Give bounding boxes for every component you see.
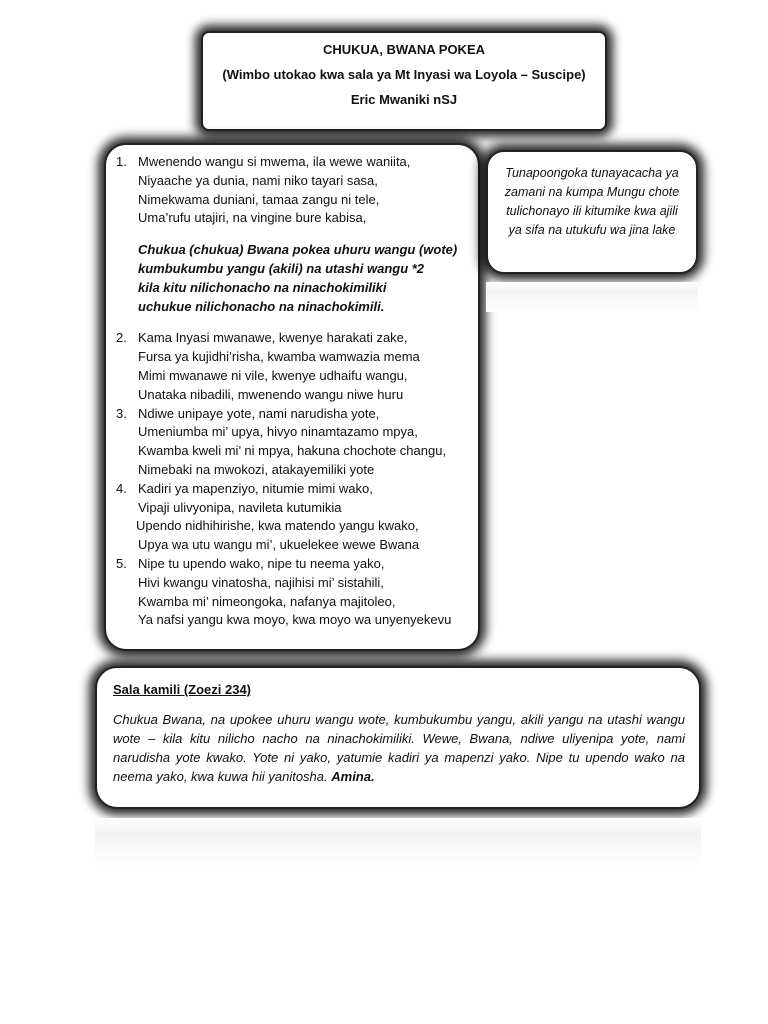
verse-line: Ya nafsi yangu kwa moyo, kwa moyo wa unyenyekevu — [138, 612, 452, 628]
verse-5 — [116, 555, 472, 630]
title-box — [201, 31, 607, 131]
verse-line: Unataka nibadili, mwenendo wangu niwe huru — [138, 386, 404, 402]
prayer-text — [113, 710, 685, 786]
verse-number: 2. — [116, 330, 127, 346]
reflection-shadow — [486, 282, 698, 312]
side-note-box — [486, 150, 698, 274]
chorus-line: uchukue nilichonacho na ninachokimili. — [138, 298, 385, 314]
side-note-text: Tunapoongoka tunayacacha ya zamani na kumpa Mungu chote tulichonayo ili kitumike kwa ajili ya sifa na utukufu wa jina lake — [504, 166, 680, 237]
verse-line: Uma’rufu utajiri, na vingine bure kabisa, — [138, 210, 367, 226]
verse-line: Nimebaki na mwokozi, atakayemiliki yote — [138, 461, 375, 477]
verse-line: Kwamba mi’ nimeongoka, nafanya majitoleo, — [138, 593, 396, 609]
prayer-closing: Amina. — [331, 769, 375, 784]
verse-line: Upya wa utu wangu mi’, ukuelekee wewe Bwana — [138, 537, 420, 553]
song-title: CHUKUA, BWANA POKEA — [322, 42, 486, 57]
prayer-body: Chukua Bwana, na upokee uhuru wangu wote, kumbukumbu yangu, akili yangu na utashi wangu wote – kila kitu nilicho nacho na ninachokimiliki. Wewe, Bwana, ndiwe uliyenipa yote, nami narudisha yote kwako. Yote ni yako, yatumie kadiri ya mapenzi yako. Nipe tu upendo wako na neema yako, kwa kuwa hii yanitosha. — [113, 712, 685, 784]
prayer-title: Sala kamili (Zoezi 234) — [113, 682, 252, 697]
verse-number: 5. — [116, 555, 127, 571]
verse-line: Hivi kwangu vinatosha, najihisi mi’ sistahili, — [138, 574, 384, 590]
chorus-line: kila kitu nilichonacho na ninachokimiliki — [138, 279, 387, 295]
verse-line: Niyaache ya dunia, nami niko tayari sasa, — [138, 172, 378, 188]
verse-line: Kadiri ya mapenziyo, nitumie mimi wako, — [138, 480, 373, 496]
song-author: Eric Mwaniki nSJ — [350, 92, 458, 107]
verse-line: Umeniumba mi’ upya, hivyo ninamtazamo mpya, — [138, 424, 418, 440]
song-subtitle: (Wimbo utokao kwa sala ya Mt Inyasi wa Loyola – Suscipe) — [222, 67, 586, 82]
verse-number: 3. — [116, 405, 127, 421]
lyrics-box — [104, 143, 480, 651]
prayer-box — [95, 666, 701, 809]
verse-3 — [116, 405, 472, 480]
verse-1 — [116, 153, 472, 228]
verse-line: Kwamba kweli mi’ ni mpya, hakuna chochote changu, — [138, 443, 447, 459]
verse-number: 4. — [116, 480, 127, 496]
chorus-line: Chukua (chukua) Bwana pokea uhuru wangu (wote) — [138, 242, 458, 258]
verse-line: Nimekwama duniani, tamaa zangu ni tele, — [138, 191, 380, 207]
verse-line: Vipaji ulivyonipa, navileta kutumikia — [138, 499, 342, 515]
verse-4 — [116, 480, 472, 555]
verse-line: Ndiwe unipaye yote, nami narudisha yote, — [138, 405, 380, 421]
verse-line: Fursa ya kujidhi’risha, kwamba wamwazia mema — [138, 349, 420, 365]
verse-line: Kama Inyasi mwanawe, kwenye harakati zake, — [138, 330, 408, 346]
verse-line: Mimi mwanawe ni vile, kwenye udhaifu wangu, — [138, 367, 408, 383]
chorus-line: kumbukumbu yangu (akili) na utashi wangu *2 — [138, 260, 425, 276]
chorus — [138, 241, 472, 316]
verse-line: Mwenendo wangu si mwema, ila wewe waniita, — [138, 154, 411, 169]
verse-2 — [116, 329, 472, 404]
verse-line: Nipe tu upendo wako, nipe tu neema yako, — [138, 555, 385, 571]
verse-line: Upendo nidhihirishe, kwa matendo yangu kwako, — [136, 518, 419, 534]
reflection-shadow — [95, 818, 701, 868]
verse-number: 1. — [116, 154, 127, 169]
